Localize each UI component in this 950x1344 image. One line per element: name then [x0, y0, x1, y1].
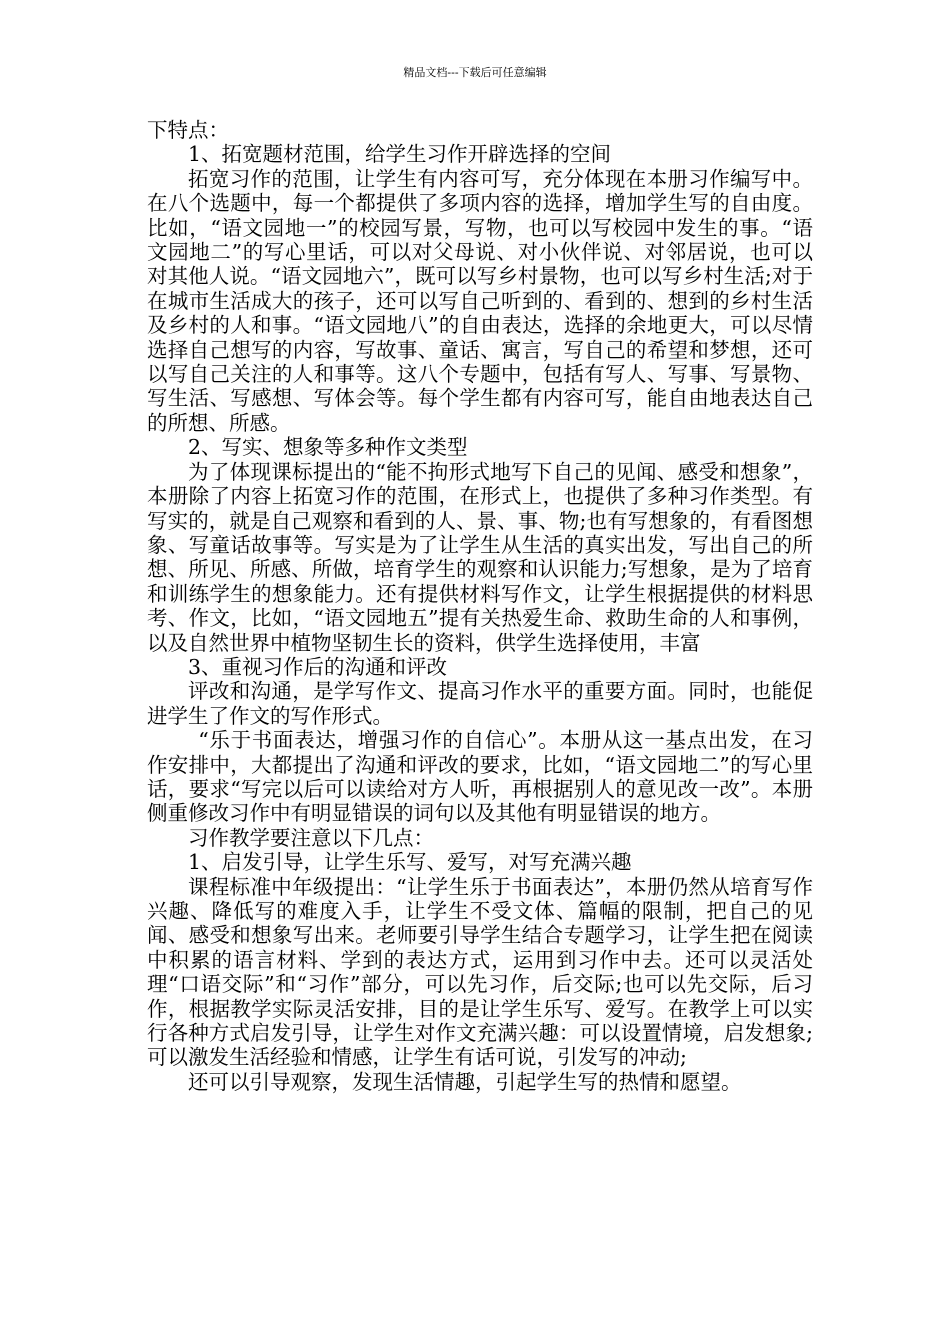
paragraph: 为了体现课标提出的“能不拘形式地写下自己的见闻、感受和想象”，本册除了内容上拓宽习作的范围，在形式上，也提供了多种习作类型。有写实的，就是自己观察和看到的人、景、事、物;也有写想象的，有看图想象、写童话故事等。写实是为了让学生从生活的真实出发，写出自己的所想、所见、所感、所做，培育学生的观察和认识能力;写想象，是为了培育和训练学生的想象能力。还有提供材料写作文，让学生根据提供的材料思考、作文，比如，“语文园地五”提有关热爱生命、救助生命的人和事例，以及自然世界中植物坚韧生长的资料，供学生选择使用，丰富	[147, 459, 813, 655]
section-heading-4: 1、启发引导，让学生乐写、爱写，对写充满兴趣	[188, 850, 632, 875]
page-header: 精品文档---下载后可任意编辑	[403, 66, 547, 79]
paragraph: 评改和沟通，是学写作文、提高习作水平的重要方面。同时，也能促进学生了作文的写作形式。	[147, 679, 813, 728]
paragraph: 还可以引导观察，发现生活情趣，引起学生写的热情和愿望。	[188, 1069, 742, 1094]
document-body	[147, 118, 813, 1094]
paragraph: 课程标准中年级提出：“让学生乐于书面表达”，本册仍然从培育写作兴趣、降低写的难度入手，让学生不受文体、篇幅的限制，把自己的见闻、感受和想象写出来。老师要引导学生结合专题学习，让学生把在阅读中积累的语言材料、学到的表达方式，运用到习作中去。还可以灵活处理“口语交际”和“习作”部分，可以先习作，后交际;也可以先交际，后习作，根据教学实际灵活安排，目的是让学生乐写、爱写。在教学上可以实行各种方式启发引导，让学生对作文充满兴趣：可以设置情境，启发想象;可以激发生活经验和情感，让学生有话可说，引发写的冲动;	[147, 874, 813, 1070]
paragraph: “乐于书面表达，增强习作的自信心”。本册从这一基点出发，在习作安排中，大都提出了沟通和评改的要求，比如，“语文园地二”的写心里话，要求“写完以后可以读给对方人听，再根据别人的意见改一改”。本册侧重修改习作中有明显错误的词句以及其他有明显错误的地方。	[147, 728, 813, 826]
paragraph: 习作教学要注意以下几点：	[188, 825, 434, 850]
section-heading-2: 2、写实、想象等多种作文类型	[188, 435, 468, 460]
section-heading-1: 1、拓宽题材范围，给学生习作开辟选择的空间	[188, 142, 612, 167]
paragraph-continuation: 下特点：	[147, 118, 229, 142]
section-heading-3: 3、重视习作后的沟通和评改	[188, 654, 448, 679]
paragraph: 拓宽习作的范围，让学生有内容可写，充分体现在本册习作编写中。在八个选题中，每一个都提供了多项内容的选择，增加学生写的自由度。比如，“语文园地一”的校园写景，写物，也可以写校园中发生的事。“语文园地二”的写心里话，可以对父母说、对小伙伴说、对邻居说，也可以对其他人说。“语文园地六”，既可以写乡村景物，也可以写乡村生活;对于在城市生活成大的孩子，还可以写自己听到的、看到的、想到的乡村生活及乡村的人和事。“语文园地八”的自由表达，选择的余地更大，可以尽情选择自己想写的内容，写故事、童话、寓言，写自己的希望和梦想，还可以写自己关注的人和事等。这八个专题中，包括有写人、写事、写景物、写生活、写感想、写体会等。每个学生都有内容可写，能自由地表达自己的所想、所感。	[147, 166, 813, 435]
